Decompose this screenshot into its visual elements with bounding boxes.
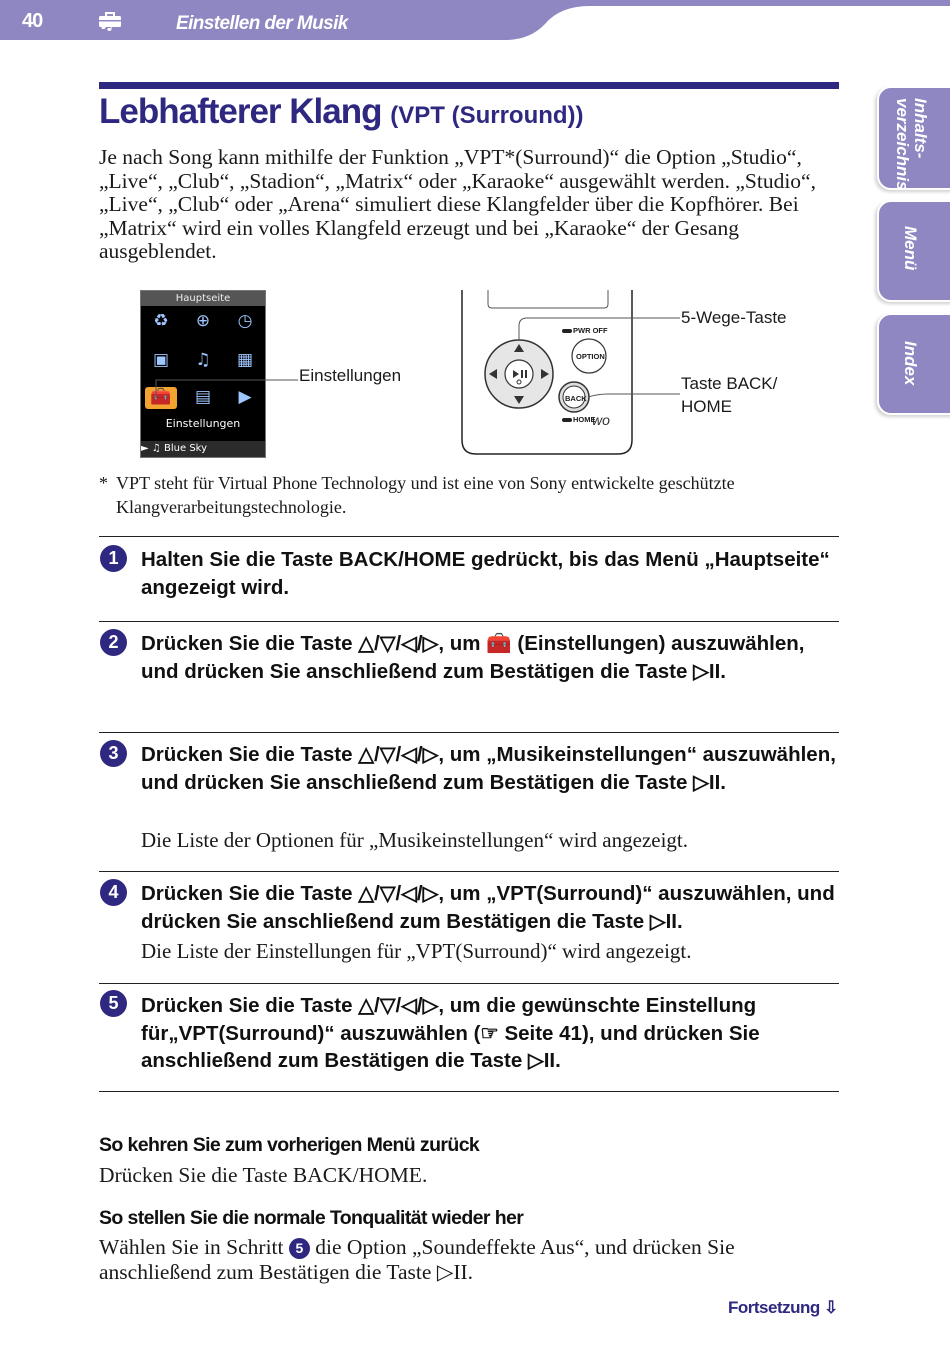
podcast-icon: ▤ — [194, 387, 212, 407]
toolbox-icon: 🧰 — [150, 387, 172, 407]
step-divider — [99, 732, 839, 733]
tab-index-label: Index — [901, 341, 920, 386]
footnote-mark: * — [99, 473, 108, 493]
footnote — [99, 471, 839, 519]
step-4-note: Die Liste der Einstellungen für „VPT(Surround)“ wird angezeigt. — [141, 939, 692, 963]
step-3-note: Die Liste der Optionen für „Musikeinstellungen“ wird angezeigt. — [141, 828, 689, 852]
tab-inhaltsverzeichnis[interactable] — [877, 86, 950, 190]
title-main: Lebhafterer Klang — [99, 92, 391, 131]
video-icon: ▦ — [236, 350, 254, 370]
header-band — [0, 0, 950, 44]
option-button-label: OPTION — [576, 352, 605, 361]
section-title: Einstellen der Musik — [176, 13, 348, 34]
header-icons — [98, 12, 115, 34]
screen-caption: Einstellungen — [299, 366, 402, 385]
svg-text:ᴡᴏ: ᴡᴏ — [592, 412, 610, 428]
step-3-text: Drücken Sie die Taste △/▽/◁/▷, um „Musikeinstellungen“ auszuwählen, und drücken Sie anschließend zum Bestätigen die Taste ▷II. — [141, 743, 836, 794]
tab-menue-label: Menü — [901, 226, 920, 271]
step-divider — [99, 983, 839, 984]
back-section-text: Drücken Sie die Taste BACK/HOME. — [99, 1163, 428, 1187]
step-number-5: 5 — [100, 990, 127, 1017]
search-icon: ⊕ — [195, 311, 211, 331]
now-playing-icon: ▶ — [238, 387, 252, 407]
screen-callout-line — [150, 360, 300, 400]
step-number-4: 4 — [100, 879, 127, 906]
step-divider — [99, 536, 839, 537]
reset-section-text — [99, 1235, 839, 1284]
tab-inhaltsverzeichnis-label: Inhalts- verzeichnis — [893, 98, 930, 191]
step-number-2: 2 — [100, 629, 127, 656]
title-rule — [99, 82, 839, 89]
header-band-shape — [0, 0, 950, 44]
music-icon: ♫ — [195, 350, 211, 370]
shuffle-icon: ♻ — [153, 311, 169, 331]
screen-header: Hauptseite — [141, 291, 265, 306]
step-number-1: 1 — [100, 545, 127, 572]
screen-selected-label: Einstellungen — [165, 417, 241, 430]
continue-link[interactable]: Fortsetzung ⇩ — [728, 1298, 838, 1317]
step-5-text: Drücken Sie die Taste △/▽/◁/▷, um die gewünschte Einstellung für„VPT(Surround)“ auszuwählen (☞ Seite 41), und drücken Sie anschließend zum Bestätigen die Taste ▷II. — [141, 994, 760, 1072]
intro-paragraph: Je nach Song kann mithilfe der Funktion „VPT*(Surround)“ die Option „Studio“, „Live“, „Club“, „Stadion“, „Matrix“ oder „Karaoke“ ausgewählt werden. „Studio“, „Live“, „Club“ oder „Arena“ simuliert diese Klangfelder über die Kopfhörer. Bei „Matrix“ wird ein volles Klangfeld erzeugt und bei „Karaoke“ der Gesang ausgeblendet. — [99, 145, 816, 264]
screen-footer: ► ♫ Blue Sky — [141, 441, 265, 457]
home-label: HOME — [573, 415, 596, 424]
back-button-label: BACK — [565, 394, 587, 403]
step-divider — [99, 1091, 839, 1092]
step-divider — [99, 621, 839, 622]
step-number-3: 3 — [100, 740, 127, 767]
footnote-text: VPT steht für Virtual Phone Technology und ist eine von Sony entwickelte geschützte Klangverarbeitungstechnologie. — [116, 473, 735, 517]
step-reference-5: 5 — [289, 1238, 310, 1259]
page-title — [99, 92, 584, 132]
step-1-text: Halten Sie die Taste BACK/HOME gedrückt, bis das Menü „Hauptseite“ angezeigt wird. — [141, 548, 830, 599]
step-4-text: Drücken Sie die Taste △/▽/◁/▷, um „VPT(Surround)“ auszuwählen, und drücken Sie anschließend zum Bestätigen die Taste ▷II. — [141, 882, 835, 933]
back-section-heading: So kehren Sie zum vorherigen Menü zurück — [99, 1134, 480, 1156]
clock-icon: ◷ — [237, 311, 253, 331]
reset-section-heading: So stellen Sie die normale Tonqualität wieder her — [99, 1207, 524, 1229]
page-number: 40 — [22, 10, 43, 32]
photo-icon: ▣ — [152, 350, 170, 370]
back-home-key-label: Taste BACK/ HOME — [681, 374, 778, 416]
step-divider — [99, 871, 839, 872]
title-sub: (VPT (Surround)) — [390, 102, 584, 129]
step-2-text: Drücken Sie die Taste △/▽/◁/▷, um 🧰 (Einstellungen) auszuwählen, und drücken Sie anschließend zum Bestätigen die Taste ▷II. — [141, 632, 805, 683]
pwr-off-label: PWR OFF — [573, 326, 608, 335]
five-way-key-label: 5-Wege-Taste — [681, 308, 787, 327]
tab-index[interactable] — [877, 313, 950, 415]
player-controls-illustration — [458, 290, 680, 458]
tab-menue[interactable] — [877, 200, 950, 302]
reset-text-after: die Option „Soundeffekte Aus“, und drücken Sie anschließend zum Bestätigen die Taste ▷II. — [99, 1235, 735, 1284]
reset-text-before: Wählen Sie in Schritt — [99, 1235, 289, 1259]
